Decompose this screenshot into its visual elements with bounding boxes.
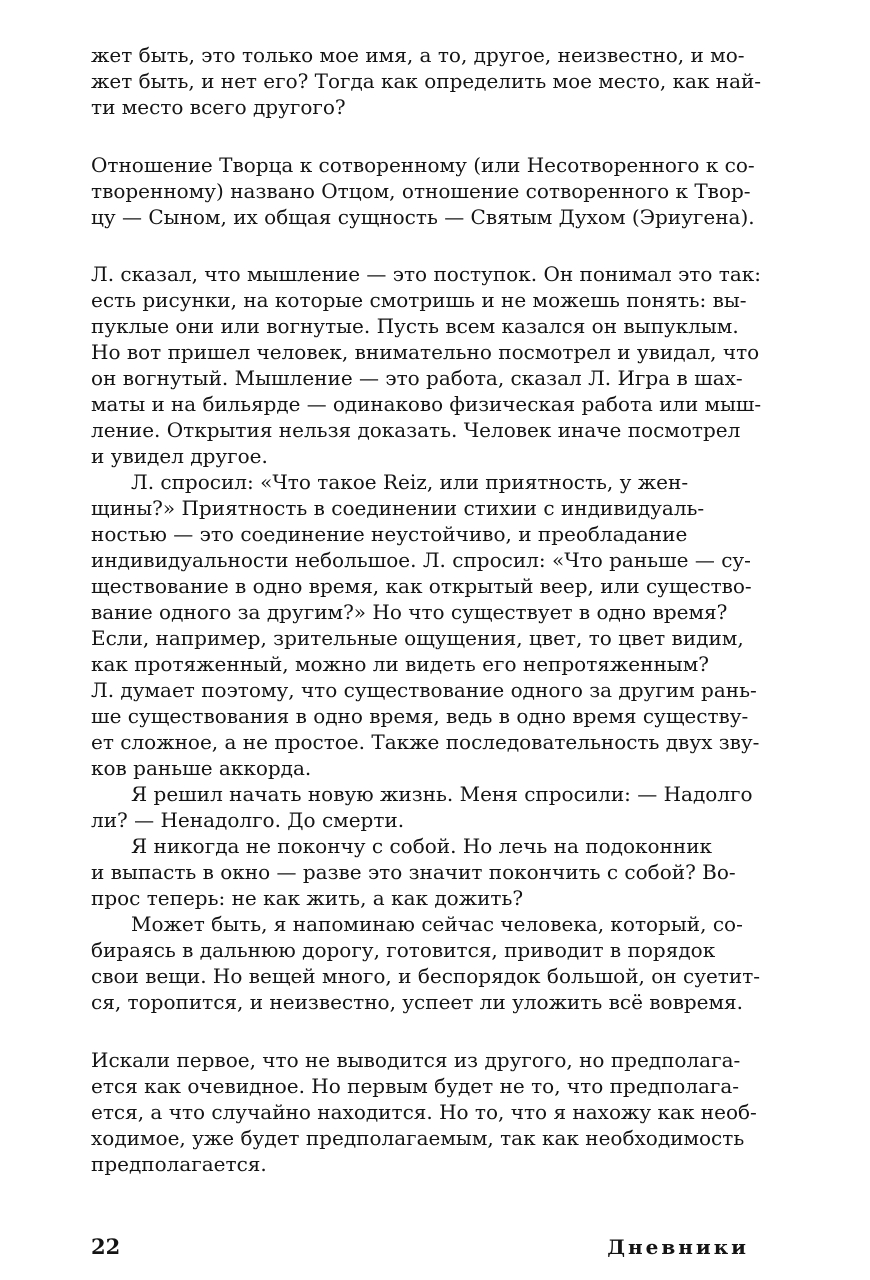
text-line: Л. сказал, что мышление — это поступок. Он понимал это так: [91,262,761,286]
text-line: и выпасть в окно — разве это значит покончить с собой? Во- [91,860,736,884]
text-line: творенному) названо Отцом, отношение сотворенного к Твор- [91,179,751,203]
text-line: ет сложное, а не простое. Также последовательность двух зву- [91,730,760,754]
text-line: щины?» Приятность в соединении стихии с индивидуаль- [91,496,705,520]
text-line: маты и на бильярде — одинаково физическая работа или мыш- [91,392,762,416]
text-line: Искали первое, что не выводится из другого, но предполага- [91,1048,741,1072]
text-line: он вогнутый. Мышление — это работа, сказал Л. Игра в шах- [91,366,743,390]
text-line: индивидуальности небольшое. Л. спросил: «Что раньше — су- [91,548,751,572]
text-line: Л. думает поэтому, что существование одного за другим рань- [91,678,757,702]
text-line: ление. Открытия нельзя доказать. Человек иначе посмотрел [91,418,741,442]
text-line: ется как очевидное. Но первым будет не то, что предполага- [91,1074,740,1098]
running-title: Дневники [607,1235,749,1259]
text-line: бираясь в дальнюю дорогу, готовится, приводит в порядок [91,938,716,962]
text-line: ше существования в одно время, ведь в одно время существу- [91,704,749,728]
text-line: ков раньше аккорда. [91,756,312,780]
text-line: Отношение Творца к сотворенному (или Несотворенного к со- [91,153,755,177]
text-line: цу — Сыном, их общая сущность — Святым Духом (Эриугена). [91,205,755,229]
text-line: Я решил начать новую жизнь. Меня спросили: — Надолго [131,782,753,806]
page-footer [91,1231,749,1263]
text-line: Может быть, я напоминаю сейчас человека, который, со- [131,912,743,936]
text-line: есть рисунки, на которые смотришь и не можешь понять: вы- [91,288,747,312]
text-line: как протяженный, можно ли видеть его непротяженным? [91,652,709,676]
text-line: жет быть, это только мое имя, а то, другое, неизвестно, и мо- [91,43,745,67]
text-line: ходимое, уже будет предполагаемым, так как необходимость [91,1126,745,1150]
text-line: Но вот пришел человек, внимательно посмотрел и увидал, что [91,340,760,364]
text-line: вание одного за другим?» Но что существует в одно время? [91,600,728,624]
text-line: ется, а что случайно находится. Но то, что я нахожу как необ- [91,1100,757,1124]
text-line: ществование в одно время, как открытый веер, или существо- [91,574,752,598]
text-line: Л. спросил: «Что такое Reiz, или приятность, у жен- [131,470,689,494]
text-line: жет быть, и нет его? Тогда как определить мое место, как най- [91,69,762,93]
text-line: предполагается. [91,1152,267,1176]
text-line: и увидел другое. [91,444,268,468]
text-line: пуклые они или вогнутые. Пусть всем казался он выпуклым. [91,314,739,338]
text-line: Я никогда не покончу с собой. Но лечь на подоконник [131,834,713,858]
text-line: свои вещи. Но вещей много, и беспорядок большой, он суетит- [91,964,761,988]
text-line: ся, торопится, и неизвестно, успеет ли уложить всё вовремя. [91,990,744,1014]
text-line: Если, например, зрительные ощущения, цвет, то цвет видим, [91,626,744,650]
text-line: ти место всего другого? [91,95,346,119]
text-line: ностью — это соединение неустойчиво, и преобладание [91,522,688,546]
text-line: прос теперь: не как жить, а как дожить? [91,886,524,910]
text-line: ли? — Ненадолго. До смерти. [91,808,405,832]
page-number: 22 [91,1234,121,1259]
